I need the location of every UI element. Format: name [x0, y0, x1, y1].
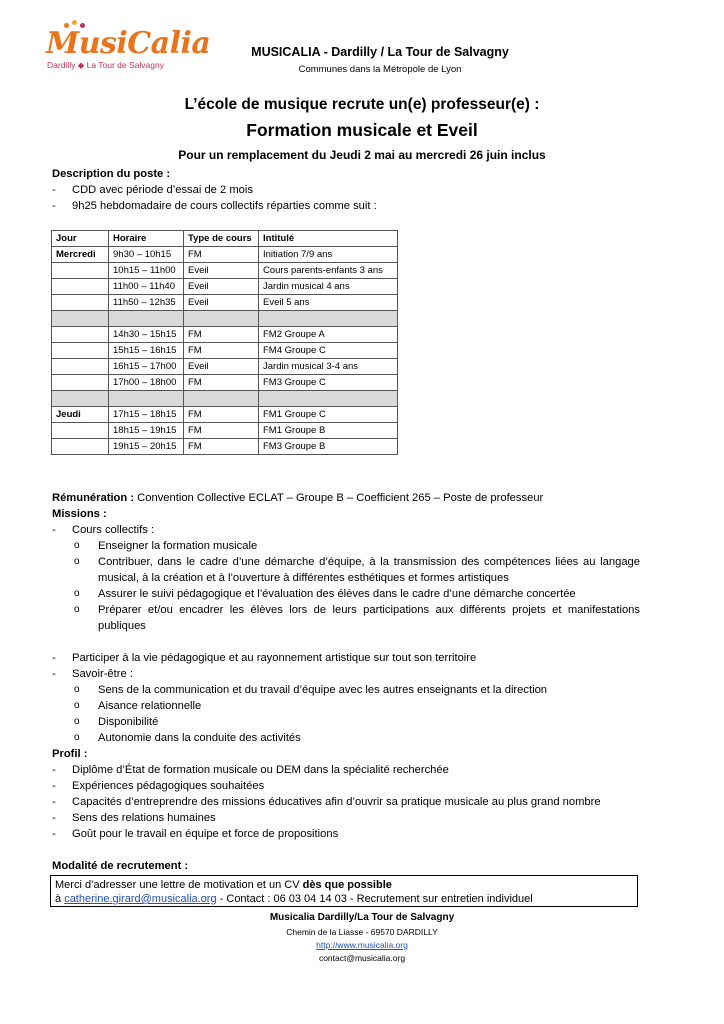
schedule-row	[52, 247, 398, 263]
cell-horaire: 16h15 – 17h00	[109, 359, 184, 375]
logo-dot-icon	[72, 20, 77, 25]
schedule-row	[52, 439, 398, 455]
profil-item: - Diplôme d’État de formation musicale ou DEM dans la spécialité recherchée	[52, 762, 640, 778]
col-header-horaire: Horaire	[109, 231, 184, 247]
remuneration-text: Convention Collective ECLAT – Groupe B – Coefficient 265 – Poste de professeur	[134, 492, 544, 504]
schedule-row	[52, 263, 398, 279]
recruiter-email-link[interactable]: catherine.girard@musicalia.org	[64, 893, 217, 905]
cell-type: Eveil	[184, 279, 259, 295]
headline-line2: Formation musicale et Eveil	[246, 120, 478, 140]
savoir-item: o Aisance relationnelle	[52, 698, 640, 714]
cell-type: FM	[184, 407, 259, 423]
cell-intitule: Cours parents-enfants 3 ans	[259, 263, 398, 279]
header-subtitle: Communes dans la Métropole de Lyon	[298, 64, 462, 75]
mission-item: o Assurer le suivi pédagogique et l’évaluation des élèves dans le cadre d’une démarche concertée	[52, 586, 640, 602]
logo-wordmark: MusiCalia	[46, 26, 211, 61]
missions-label: Missions :	[52, 508, 107, 520]
cell-horaire: 19h15 – 20h15	[109, 439, 184, 455]
cell-horaire: 10h15 – 11h00	[109, 263, 184, 279]
description-section	[52, 166, 640, 214]
schedule-row	[52, 295, 398, 311]
schedule-row	[52, 375, 398, 391]
mission-item: o Préparer et/ou encadrer les élèves lors de leurs participations aux différents projets et manifestations publiques	[52, 602, 640, 634]
cell-jour	[52, 263, 109, 279]
cell-jour: Mercredi	[52, 247, 109, 263]
mission-item: o Enseigner la formation musicale	[52, 538, 640, 554]
cell-intitule: FM3 Groupe B	[259, 439, 398, 455]
cell-intitule: FM1 Groupe B	[259, 423, 398, 439]
recrutement-line2	[55, 892, 633, 906]
profil-item: - Capacités d’entreprendre des missions éducatives afin d’ouvrir sa pratique musicale au plus grand nombre	[52, 794, 640, 810]
missions-section	[52, 490, 640, 842]
cell-type	[184, 391, 259, 407]
cell-intitule: Initiation 7/9 ans	[259, 247, 398, 263]
cell-type: Eveil	[184, 263, 259, 279]
cell-type: FM	[184, 343, 259, 359]
schedule-row	[52, 279, 398, 295]
cell-jour	[52, 343, 109, 359]
recrutement-text: à	[55, 893, 65, 905]
description-item: - CDD avec période d’essai de 2 mois	[52, 182, 640, 198]
remuneration-label: Rémunération :	[52, 492, 135, 504]
profil-label: Profil :	[52, 748, 88, 760]
recrutement-line1	[55, 878, 633, 892]
profil-item: - Sens des relations humaines	[52, 810, 640, 826]
cell-horaire: 11h00 – 11h40	[109, 279, 184, 295]
description-item: - 9h25 hebdomadaire de cours collectifs réparties comme suit :	[52, 198, 640, 214]
footer-org: Musicalia Dardilly/La Tour de Salvagny	[269, 912, 455, 923]
header-title: MUSICALIA - Dardilly / La Tour de Salvagny	[251, 45, 509, 59]
missions-vie: - Participer à la vie pédagogique et au rayonnement artistique sur tout son territoire	[52, 650, 640, 666]
schedule-separator-row	[52, 391, 398, 407]
missions-savoir: - Savoir-être :	[52, 666, 640, 682]
savoir-item: o Disponibilité	[52, 714, 640, 730]
col-header-jour: Jour	[52, 231, 109, 247]
recrutement-emphasis: dès que possible	[302, 879, 392, 891]
cell-type	[184, 311, 259, 327]
cell-type: Eveil	[184, 295, 259, 311]
cell-type: FM	[184, 423, 259, 439]
col-header-intitule: Intitulé	[259, 231, 398, 247]
cell-jour	[52, 423, 109, 439]
footer-email: contact@musicalia.org	[318, 953, 406, 963]
recrutement-contact: - Contact : 06 03 04 14 03 - Recrutement sur entretien individuel	[216, 893, 533, 905]
recrutement-box	[50, 875, 638, 907]
cell-horaire: 18h15 – 19h15	[109, 423, 184, 439]
profil-item: - Goût pour le travail en équipe et force de propositions	[52, 826, 640, 842]
cell-intitule: FM1 Groupe C	[259, 407, 398, 423]
cell-horaire: 11h50 – 12h35	[109, 295, 184, 311]
savoir-item: o Autonomie dans la conduite des activités	[52, 730, 640, 746]
schedule-row	[52, 359, 398, 375]
remuneration-line	[52, 490, 640, 506]
cell-jour	[52, 295, 109, 311]
cell-horaire: 15h15 – 16h15	[109, 343, 184, 359]
recrutement-text: Merci d’adresser une lettre de motivation et un CV	[55, 879, 303, 891]
cell-horaire: 9h30 – 10h15	[109, 247, 184, 263]
cell-intitule: FM2 Groupe A	[259, 327, 398, 343]
footer-address: Chemin de la Liasse - 69570 DARDILLY	[286, 927, 438, 937]
recrutement-label: Modalité de recrutement :	[52, 860, 189, 872]
cell-horaire	[109, 311, 184, 327]
cell-jour	[52, 375, 109, 391]
cell-type: Eveil	[184, 359, 259, 375]
schedule-row	[52, 327, 398, 343]
cell-horaire: 14h30 – 15h15	[109, 327, 184, 343]
cell-jour	[52, 311, 109, 327]
schedule-table	[51, 230, 398, 455]
profil-item: - Expériences pédagogiques souhaitées	[52, 778, 640, 794]
cell-intitule: Jardin musical 4 ans	[259, 279, 398, 295]
col-header-type: Type de cours	[184, 231, 259, 247]
cell-jour	[52, 279, 109, 295]
cell-type: FM	[184, 439, 259, 455]
cell-intitule: Jardin musical 3-4 ans	[259, 359, 398, 375]
cell-jour	[52, 327, 109, 343]
cell-jour: Jeudi	[52, 407, 109, 423]
headline-line1: L’école de musique recrute un(e) professeur(e) :	[184, 96, 540, 113]
cell-jour	[52, 391, 109, 407]
schedule-row	[52, 407, 398, 423]
cell-intitule	[259, 391, 398, 407]
cell-intitule	[259, 311, 398, 327]
schedule-row	[52, 423, 398, 439]
headline-line3: Pour un remplacement du Jeudi 2 mai au mercredi 26 juin inclus	[178, 148, 546, 162]
musicalia-logo	[44, 26, 211, 76]
description-label: Description du poste :	[52, 168, 171, 180]
cell-intitule: FM3 Groupe C	[259, 375, 398, 391]
cell-type: FM	[184, 327, 259, 343]
schedule-row	[52, 343, 398, 359]
cell-horaire: 17h15 – 18h15	[109, 407, 184, 423]
cell-intitule: Eveil 5 ans	[259, 295, 398, 311]
mission-item: o Contribuer, dans le cadre d’une démarche d’équipe, à la transmission des compétences liées au langage musical, à la création et à l’ouverture à différentes esthétiques et formes artistiques	[52, 554, 640, 586]
cell-jour	[52, 359, 109, 375]
logo-subtitle: Dardilly ◆ La Tour de Salvagny	[47, 60, 164, 70]
schedule-separator-row	[52, 311, 398, 327]
cell-type: FM	[184, 247, 259, 263]
cell-horaire: 17h00 – 18h00	[109, 375, 184, 391]
cell-type: FM	[184, 375, 259, 391]
footer-website-link[interactable]: http://www.musicalia.org	[316, 940, 408, 950]
cell-horaire	[109, 391, 184, 407]
cell-jour	[52, 439, 109, 455]
savoir-item: o Sens de la communication et du travail d’équipe avec les autres enseignants et la direction	[52, 682, 640, 698]
schedule-header-row	[52, 231, 398, 247]
footer-website-wrap	[0, 940, 724, 950]
cell-intitule: FM4 Groupe C	[259, 343, 398, 359]
missions-collectifs: - Cours collectifs :	[52, 522, 640, 538]
